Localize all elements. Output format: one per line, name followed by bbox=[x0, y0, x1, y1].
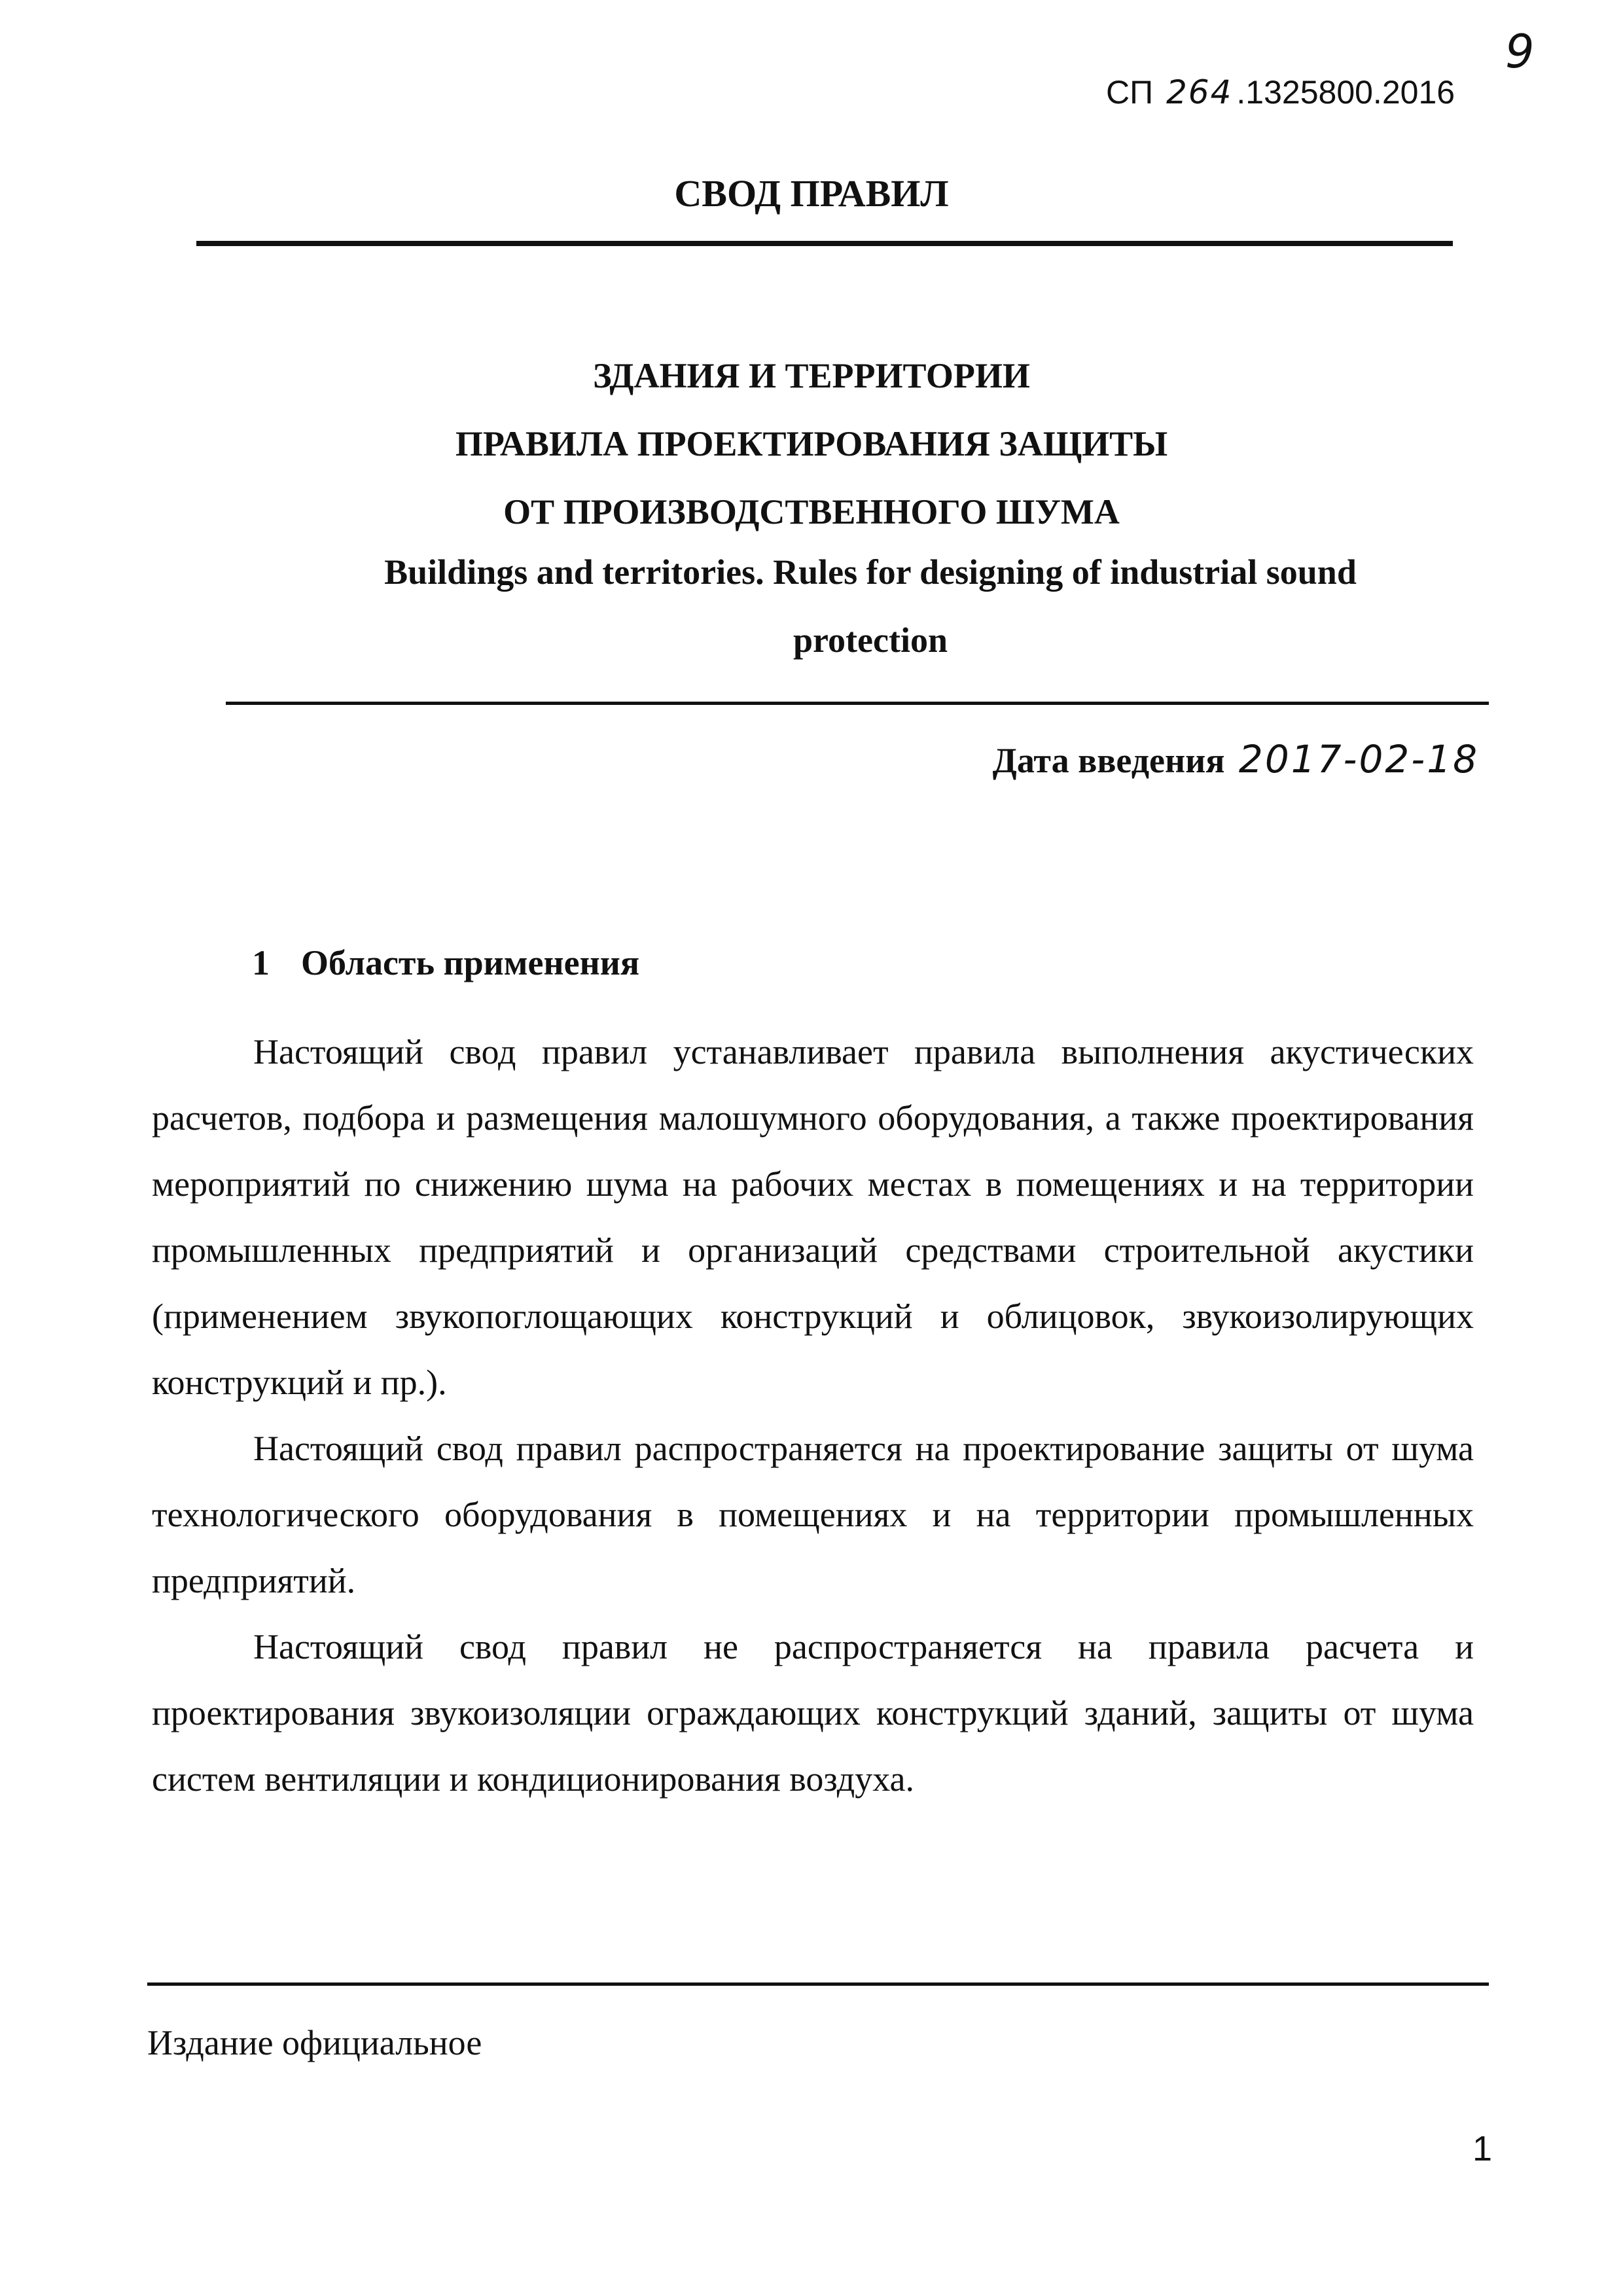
title-line-3: ОТ ПРОИЗВОДСТВЕННОГО ШУМА bbox=[503, 492, 1120, 531]
english-title: Buildings and territories. Rules for designing of industrial sound protection bbox=[384, 552, 1357, 660]
section-number: 1 bbox=[252, 943, 270, 982]
scope-paragraph-3: Настоящий свод правил не распространяется на правила расчета и проектирования звукоизоляции ограждающих конструкций зданий, защиты от шума систем вентиляции и кондиционирования воздуха. bbox=[152, 1627, 1474, 1799]
code-suffix: .1325800.2016 bbox=[1236, 74, 1455, 111]
sheet-number-handwritten: 9 bbox=[1505, 25, 1535, 79]
footer-divider bbox=[147, 1982, 1489, 1986]
code-number-handwritten: 264 bbox=[1166, 73, 1233, 111]
section-title: Область применения bbox=[301, 943, 640, 982]
code-prefix: СП bbox=[1106, 74, 1154, 111]
title-line-2: ПРАВИЛА ПРОЕКТИРОВАНИЯ ЗАЩИТЫ bbox=[455, 424, 1168, 463]
introduction-date bbox=[993, 737, 1479, 781]
title-divider bbox=[226, 702, 1489, 705]
top-divider bbox=[196, 241, 1453, 246]
scope-paragraph-1: Настоящий свод правил устанавливает правила выполнения акустических расчетов, подбора и размещения малошумного оборудования, а также проектирования мероприятий по снижению шума на рабочих местах в помещениях и на территории промышленных предприятий и организаций средствами строительной акустики (применением звукопоглощающих конструкций и облицовок, звукоизолирующих конструкций и пр.). bbox=[152, 1032, 1474, 1402]
section-heading bbox=[252, 942, 639, 983]
document-type: СВОД ПРАВИЛ bbox=[674, 172, 949, 215]
scope-paragraph-2: Настоящий свод правил распространяется на проектирование защиты от шума технологического оборудования в помещениях и на территории промышленных предприятий. bbox=[152, 1429, 1474, 1600]
document-code bbox=[1106, 73, 1486, 111]
introduction-date-label: Дата введения bbox=[992, 741, 1225, 780]
edition-note: Издание официальное bbox=[147, 2023, 482, 2062]
russian-title bbox=[0, 342, 1623, 546]
title-line-1: ЗДАНИЯ И ТЕРРИТОРИИ bbox=[593, 356, 1030, 395]
page-number: 1 bbox=[1472, 2129, 1492, 2168]
introduction-date-value-handwritten: 2017-02-18 bbox=[1238, 737, 1479, 781]
